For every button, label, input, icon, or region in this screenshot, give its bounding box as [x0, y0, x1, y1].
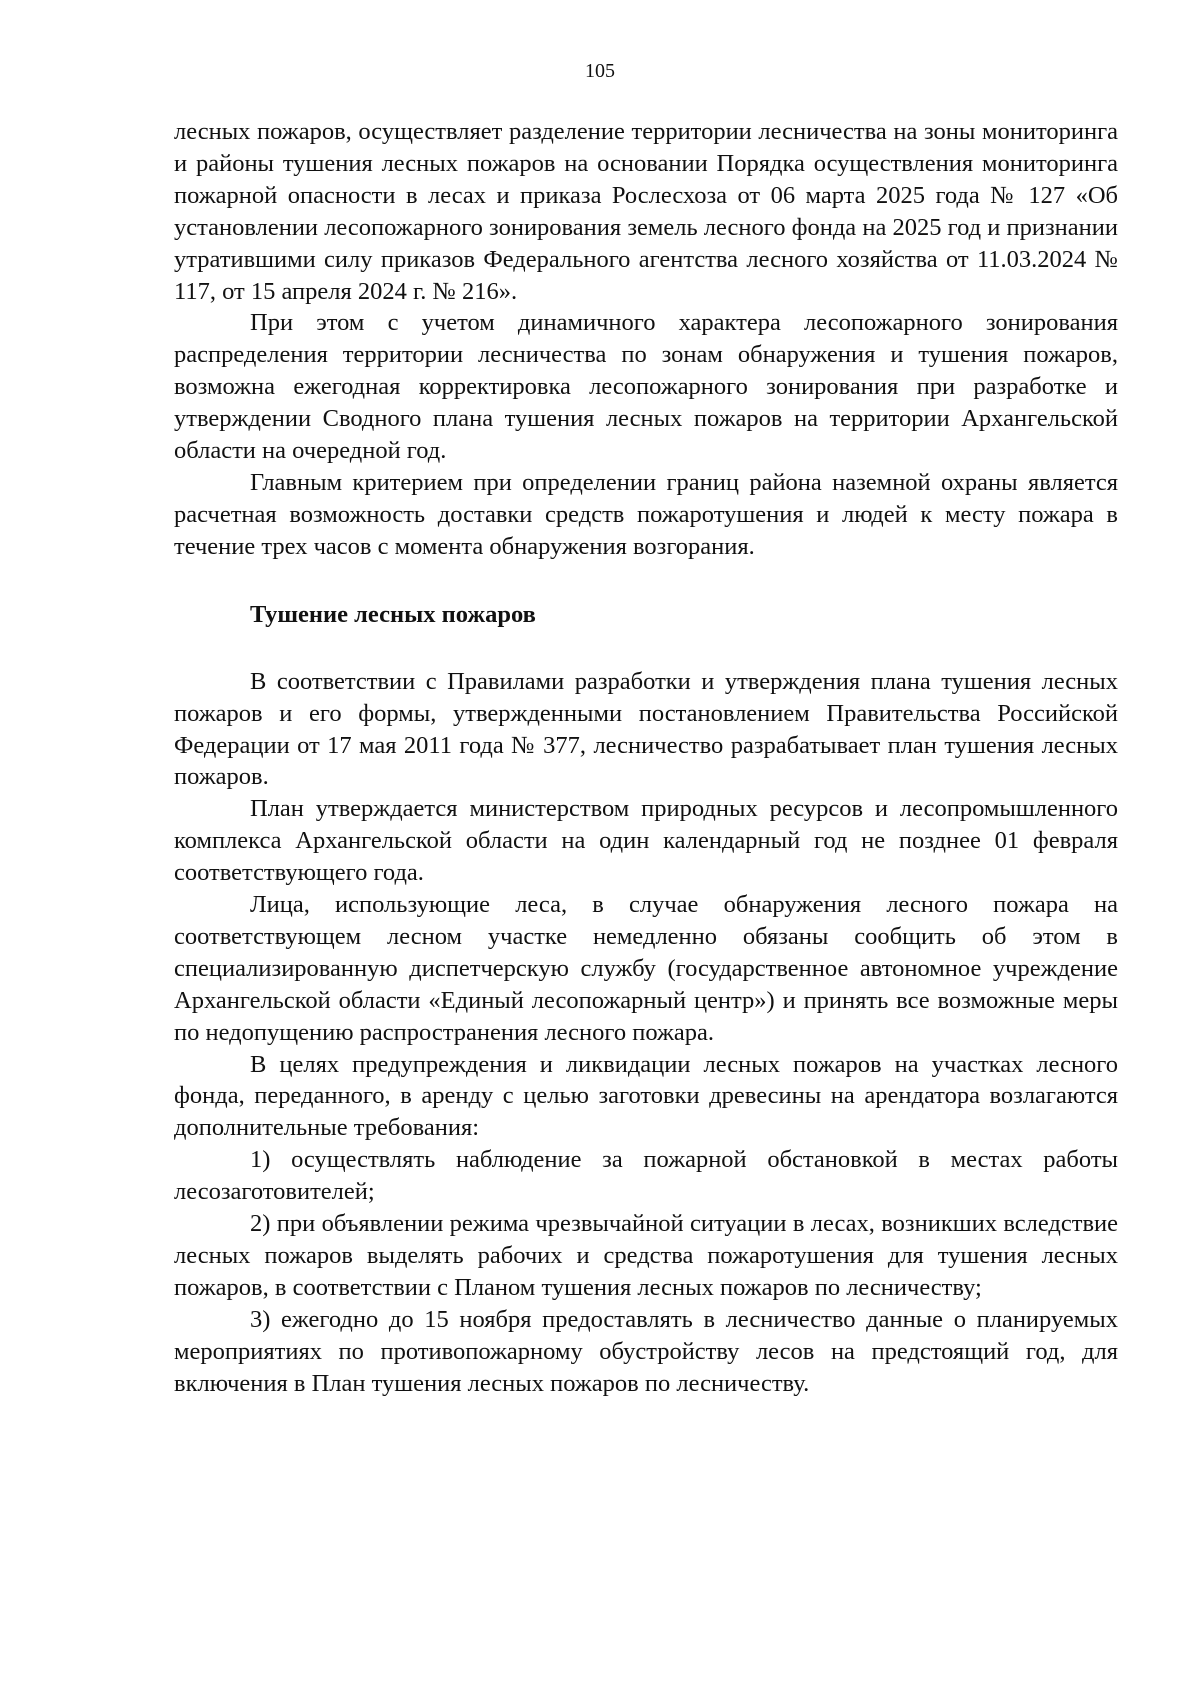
page-number: 105 [585, 60, 615, 82]
paragraph-ground-protection-criterion: Главным критерием при определении границ района наземной охраны является расчетная возможность доставки средств пожаротушения и людей к месту пожара в течение трех часов с момента обнаружения возгорания. [174, 468, 1118, 560]
paragraph-plan-development: В соответствии с Правилами разработки и утверждения плана тушения лесных пожаров и его формы, утвержденными постановлением Правительства Российской Федерации от 17 мая 2011 года № 377, лесничество разрабатывает план тушения лесных пожаров. [174, 667, 1118, 791]
paragraph-tenant-requirements: В целях предупреждения и ликвидации лесных пожаров на участках лесного фонда, переданного, в аренду с целью заготовки древесины на арендатора возлагаются дополнительные требования: [174, 1050, 1118, 1142]
section-heading: Тушение лесных пожаров [250, 600, 536, 628]
paragraph-annual-adjustment: При этом с учетом динамичного характера лесопожарного зонирования распределения территории лесничества по зонам обнаружения и тушения пожаров, возможна ежегодная корректировка лесопожарного зонирования при разработке и утверждении Сводного плана тушения лесных пожаров на территории Архангельской области на очередной год. [174, 309, 1118, 465]
paragraph-zoning-orders: лесных пожаров, осуществляет разделение территории лесничества на зоны мониторинга и районы тушения лесных пожаров на основании Порядка осуществления мониторинга пожарной опасности в лесах и приказа Рослесхоза от 06 марта 2025 года № 127 «Об установлении лесопожарного зонирования земель лесного фонда на 2025 год и признании утратившими силу приказов Федерального агентства лесного хозяйства от 11.03.2024 № 117, от 15 апреля 2024 г. № 216». [174, 118, 1118, 305]
list-item-3: 3) ежегодно до 15 ноября предоставлять в лесничество данные о планируемых мероприятиях по противопожарному обустройству лесов на предстоящий год, для включения в План тушения лесных пожаров по лесничеству. [174, 1305, 1118, 1397]
paragraph-forest-users-duty: Лица, использующие леса, в случае обнаружения лесного пожара на соответствующем лесном участке немедленно обязаны сообщить об этом в специализированную диспетчерскую службу (государственное автономное учреждение Архангельской области «Единый лесопожарный центр») и принять все возможные меры по недопущению распространения лесного пожара. [174, 891, 1118, 1046]
document-body [174, 116, 1118, 1400]
list-item-1: 1) осуществлять наблюдение за пожарной обстановкой в местах работы лесозаготовителей; [174, 1146, 1118, 1206]
list-item-2: 2) при объявлении режима чрезвычайной ситуации в лесах, возникших вследствие лесных пожаров выделять рабочих и средства пожаротушения для тушения лесных пожаров, в соответствии с Планом тушения лесных пожаров по лесничеству; [174, 1210, 1118, 1301]
paragraph-plan-approval: План утверждается министерством природных ресурсов и лесопромышленного комплекса Архангельской области на один календарный год не позднее 01 февраля соответствующего года. [174, 795, 1118, 887]
